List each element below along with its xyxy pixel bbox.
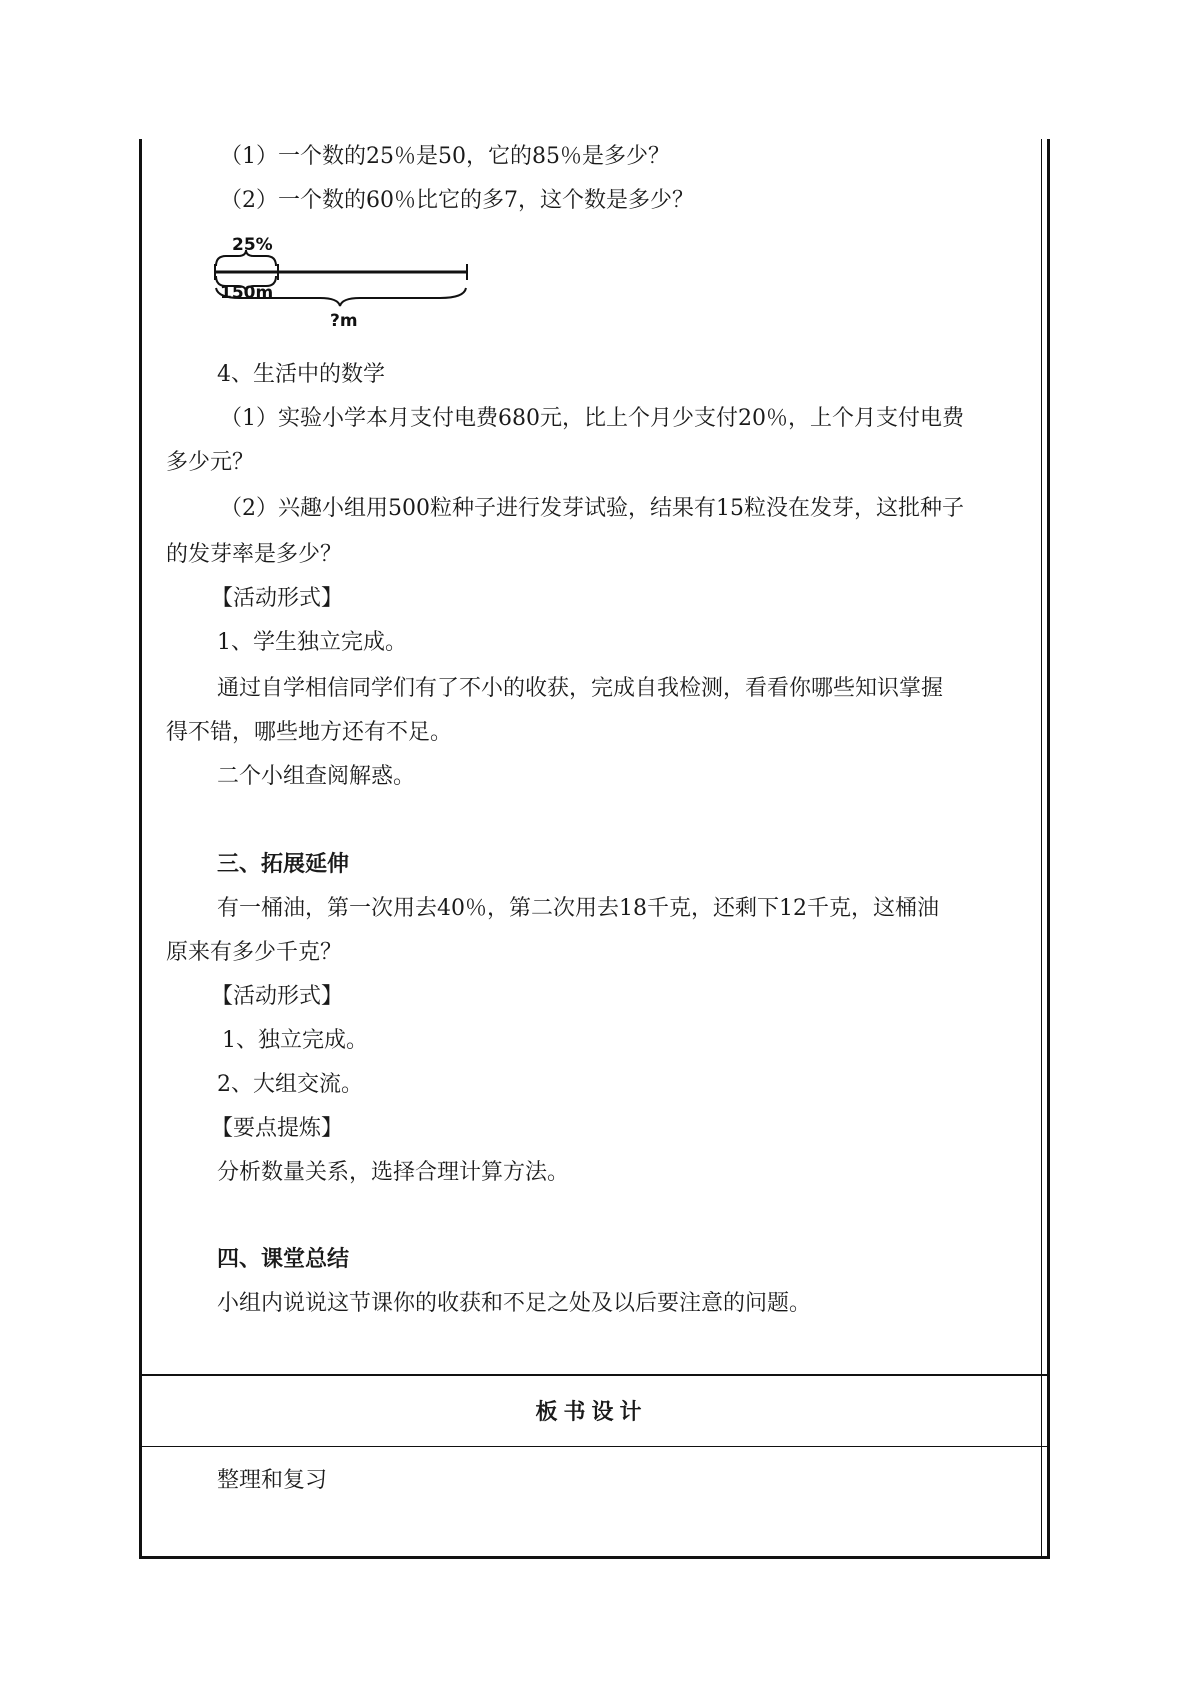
question-2: （2）一个数的60％比它的多7，这个数是多少？ <box>220 188 694 213</box>
life-q2-line1: （2）兴趣小组用500粒种子进行发芽试验，结果有15粒没在发芽，这批种子 <box>220 496 964 521</box>
section-3-step-2: 2、大组交流。 <box>217 1072 363 1097</box>
section-3-problem-line1: 有一桶油，第一次用去40％，第二次用去18千克，还剩下12千克，这桶油 <box>217 896 939 921</box>
activity-item-1: 1、学生独立完成。 <box>217 630 407 655</box>
table-bottom-border <box>139 1556 1050 1559</box>
section-3-problem-line2: 原来有多少千克？ <box>166 940 343 965</box>
activity-text-line1: 通过自学相信同学们有了不小的收获，完成自我检测，看看你哪些知识掌握 <box>217 676 944 701</box>
section-3-activity-heading: 【活动形式】 <box>211 984 344 1009</box>
activity-text-line2: 得不错，哪些地方还有不足。 <box>166 720 453 745</box>
diagram-top-label: 25% <box>232 235 273 255</box>
life-q2-line2: 的发芽率是多少？ <box>166 542 343 567</box>
row-divider-board-header <box>139 1446 1050 1447</box>
life-q1-line1: （1）实验小学本月支付电费680元，比上个月少支付20％，上个月支付电费 <box>220 406 964 431</box>
table-right-border-outer <box>1047 139 1050 1559</box>
table-right-border-inner <box>1041 139 1042 1559</box>
section-4-title: 四、课堂总结 <box>217 1247 350 1272</box>
board-design-content: 整理和复习 <box>217 1468 328 1493</box>
section-3-key-text: 分析数量关系，选择合理计算方法。 <box>217 1160 570 1185</box>
row-divider-board-top <box>139 1374 1050 1376</box>
question-1: （1）一个数的25％是50，它的85％是多少？ <box>220 144 670 169</box>
table-left-border <box>139 139 142 1559</box>
activity-text-line3: 二个小组查阅解惑。 <box>217 764 416 789</box>
activity-heading: 【活动形式】 <box>211 586 344 611</box>
life-q1-line2: 多少元？ <box>166 450 255 475</box>
line-segment-diagram <box>210 232 470 332</box>
section-3-title: 三、拓展延伸 <box>217 852 350 877</box>
section-3-step-1: 1、独立完成。 <box>222 1028 368 1053</box>
section-4-text: 小组内说说这节课你的收获和不足之处及以后要注意的问题。 <box>217 1291 812 1316</box>
life-math-title: 4、生活中的数学 <box>217 362 385 387</box>
section-3-key-heading: 【要点提炼】 <box>211 1116 344 1141</box>
diagram-total-label: ?m <box>330 311 358 331</box>
board-design-header: 板书设计 <box>535 1400 648 1425</box>
diagram-bottom-label: 150m <box>220 283 274 303</box>
